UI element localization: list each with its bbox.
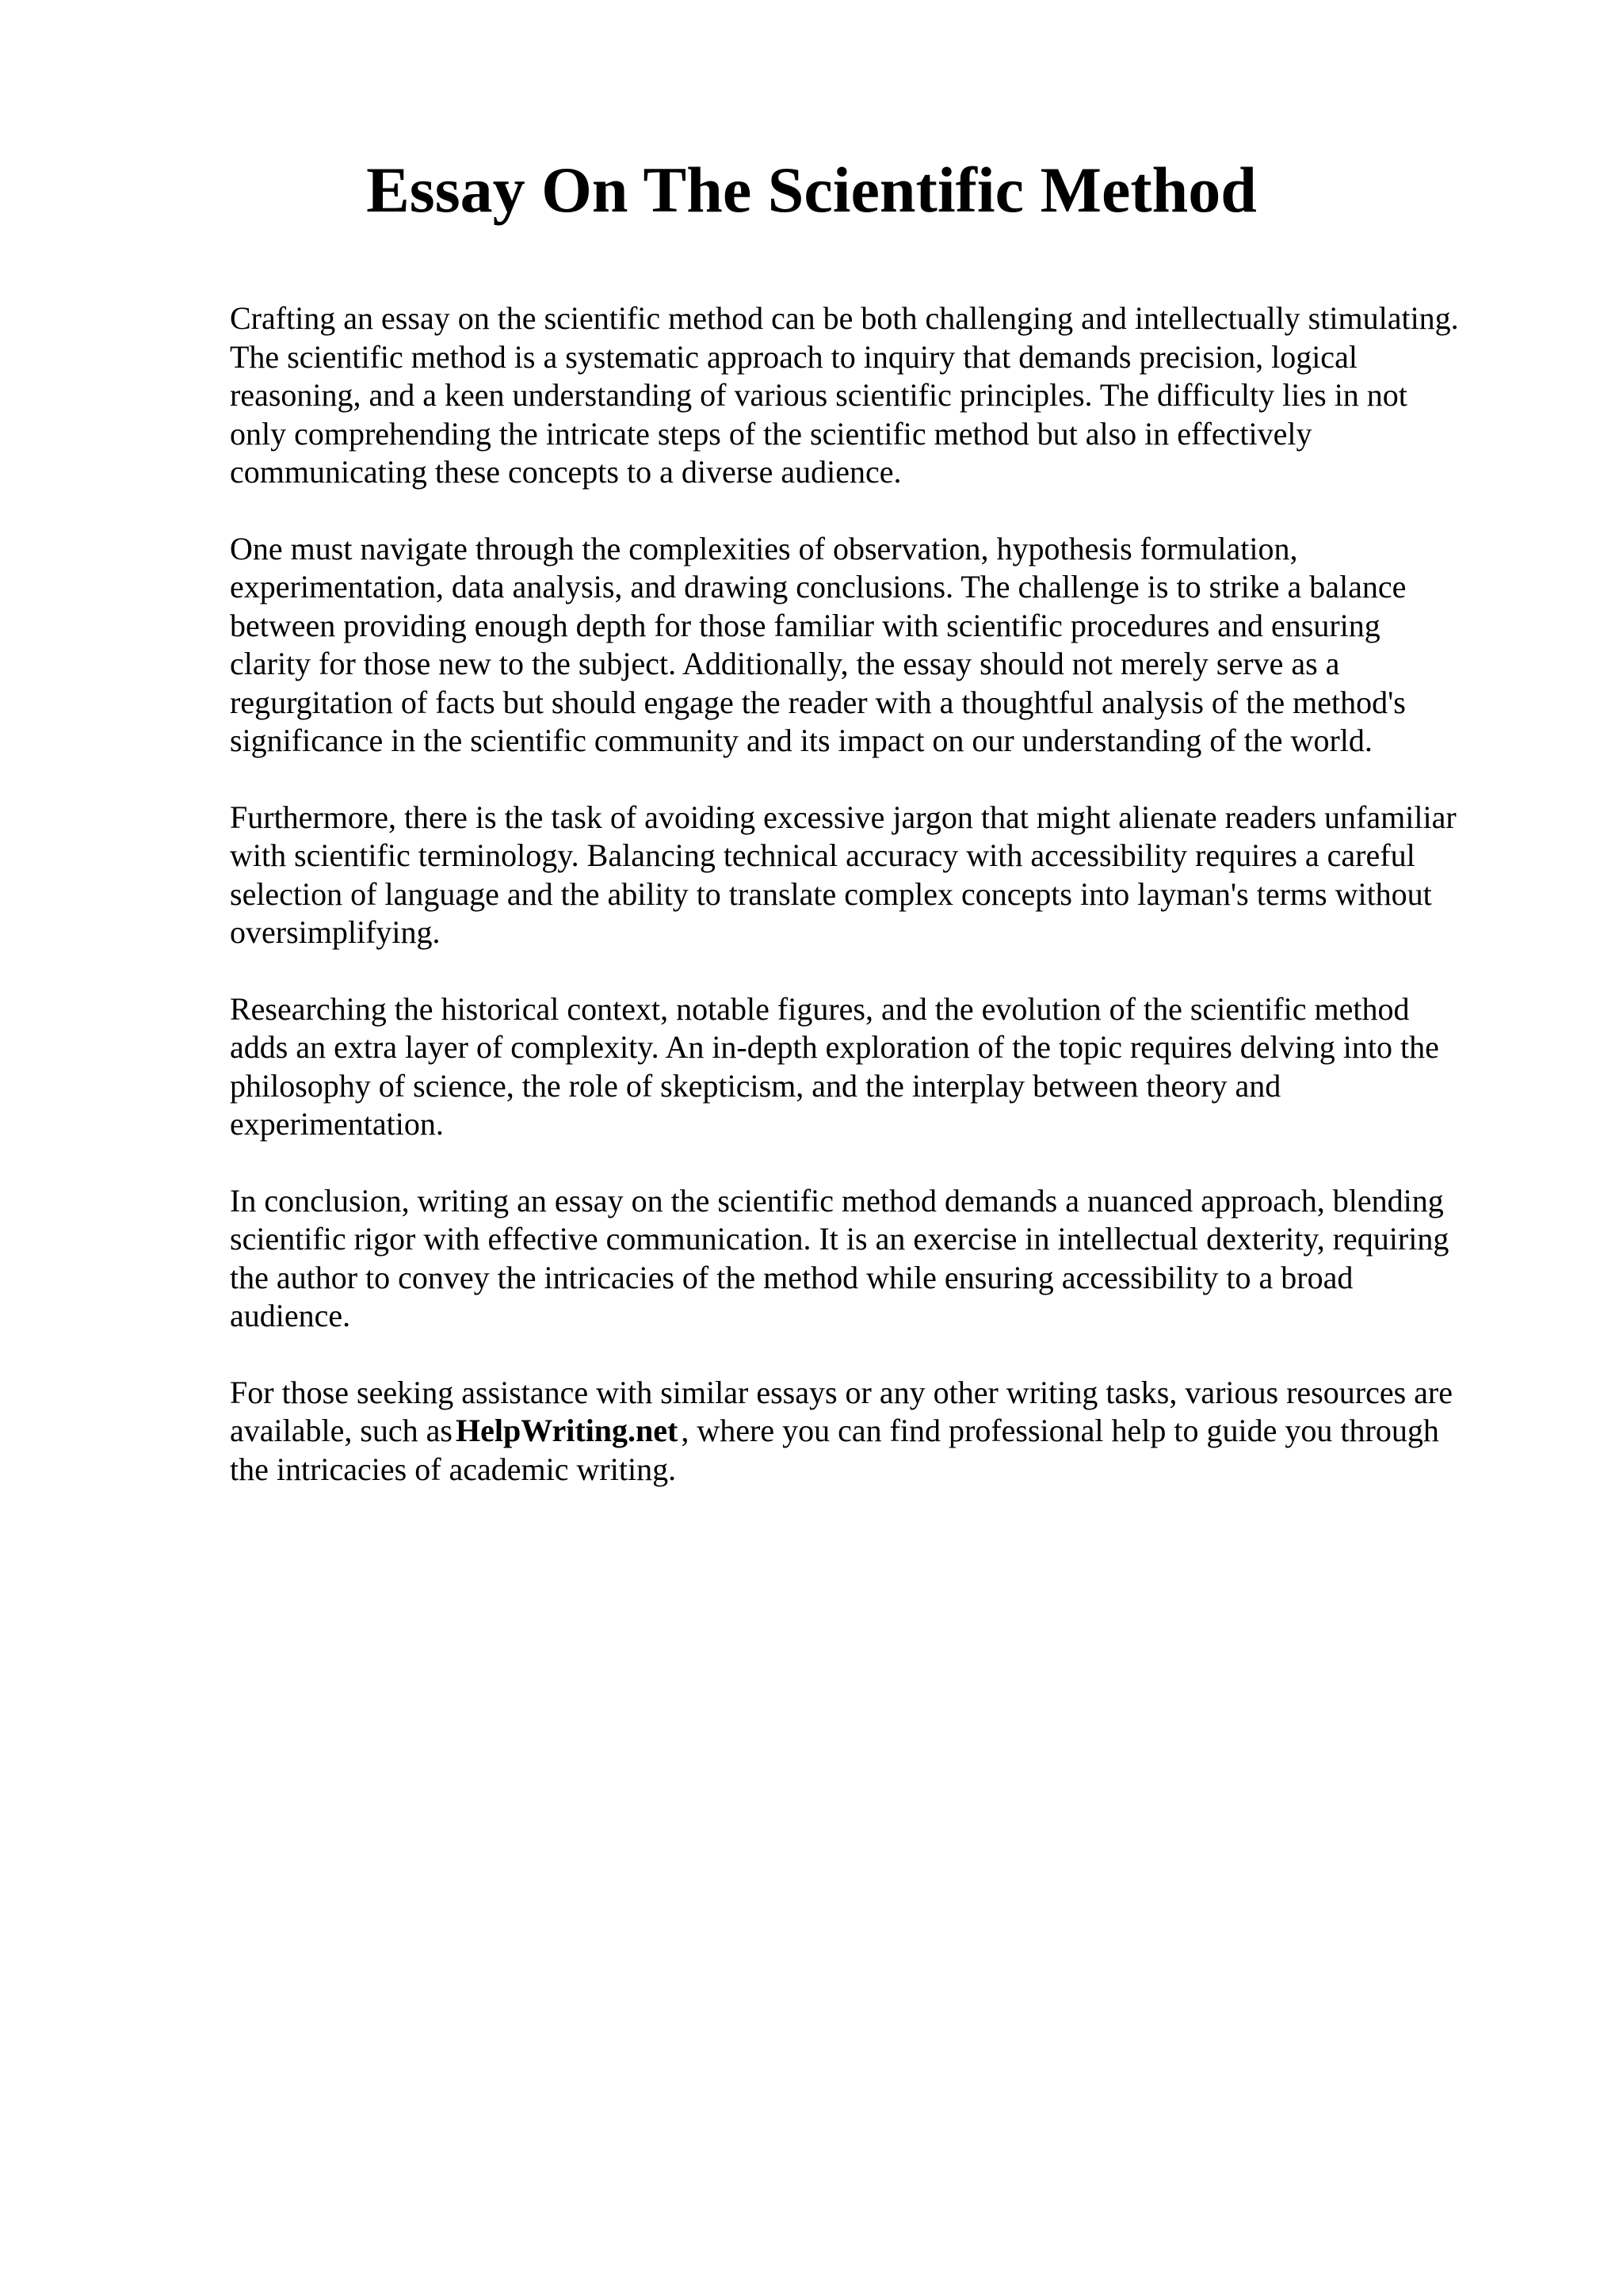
link-lead-text: available, such as <box>230 1413 453 1448</box>
text-line: In conclusion, writing an essay on the scientific method demands a nuanced approach, blending <box>230 1182 1444 1219</box>
text-line: For those seeking assistance with similar essays or any other writing tasks, various resources are <box>230 1374 1453 1410</box>
paragraph-1 <box>230 299 1498 492</box>
text-line: between providing enough depth for those familiar with scientific procedures and ensuring <box>230 607 1381 643</box>
document-body <box>230 299 1498 1527</box>
text-line: Crafting an essay on the scientific method can be both challenging and intellectually stimulating. <box>230 300 1459 336</box>
text-line: selection of language and the ability to translate complex concepts into layman's terms without <box>230 875 1432 912</box>
text-line: adds an extra layer of complexity. An in-depth exploration of the topic requires delving into the <box>230 1029 1439 1065</box>
text-line: regurgitation of facts but should engage the reader with a thoughtful analysis of the method's <box>230 684 1406 720</box>
text-line: reasoning, and a keen understanding of various scientific principles. The difficulty lies in not <box>230 377 1407 413</box>
text-line: audience. <box>230 1298 351 1333</box>
text-line: Researching the historical context, notable figures, and the evolution of the scientific method <box>230 990 1410 1027</box>
text-line: experimentation, data analysis, and drawing conclusions. The challenge is to strike a balance <box>230 569 1407 605</box>
closing-paragraph <box>230 1374 1498 1489</box>
helpwriting-link[interactable]: HelpWriting.net <box>456 1413 678 1448</box>
text-line: One must navigate through the complexities of observation, hypothesis formulation, <box>230 530 1298 566</box>
text-line: communicating these concepts to a diverse audience. <box>230 454 902 490</box>
text-line: the intricacies of academic writing. <box>230 1451 677 1487</box>
text-line-with-link <box>230 1412 1498 1451</box>
text-line: philosophy of science, the role of skepticism, and the interplay between theory and <box>230 1067 1281 1104</box>
text-line: scientific rigor with effective communication. It is an exercise in intellectual dexterity, requiring <box>230 1221 1449 1257</box>
text-line: oversimplifying. <box>230 914 441 950</box>
text-line: the author to convey the intricacies of the method while ensuring accessibility to a broad <box>230 1259 1354 1295</box>
paragraph-5 <box>230 1182 1498 1336</box>
document-title: Essay On The Scientific Method <box>366 154 1257 226</box>
text-line: only comprehending the intricate steps of the scientific method but also in effectively <box>230 415 1312 452</box>
paragraph-4 <box>230 990 1498 1144</box>
text-line: experimentation. <box>230 1106 444 1142</box>
text-line: The scientific method is a systematic approach to inquiry that demands precision, logical <box>230 338 1358 375</box>
text-line: Furthermore, there is the task of avoiding excessive jargon that might alienate readers unfamiliar <box>230 799 1457 835</box>
text-line: with scientific terminology. Balancing technical accuracy with accessibility requires a careful <box>230 837 1415 873</box>
text-line: significance in the scientific community and its impact on our understanding of the world. <box>230 723 1373 758</box>
link-trail-text: , where you can find professional help to guide you through <box>681 1413 1439 1448</box>
paragraph-2 <box>230 530 1498 761</box>
paragraph-3 <box>230 799 1498 952</box>
text-line: clarity for those new to the subject. Additionally, the essay should not merely serve as a <box>230 646 1340 681</box>
